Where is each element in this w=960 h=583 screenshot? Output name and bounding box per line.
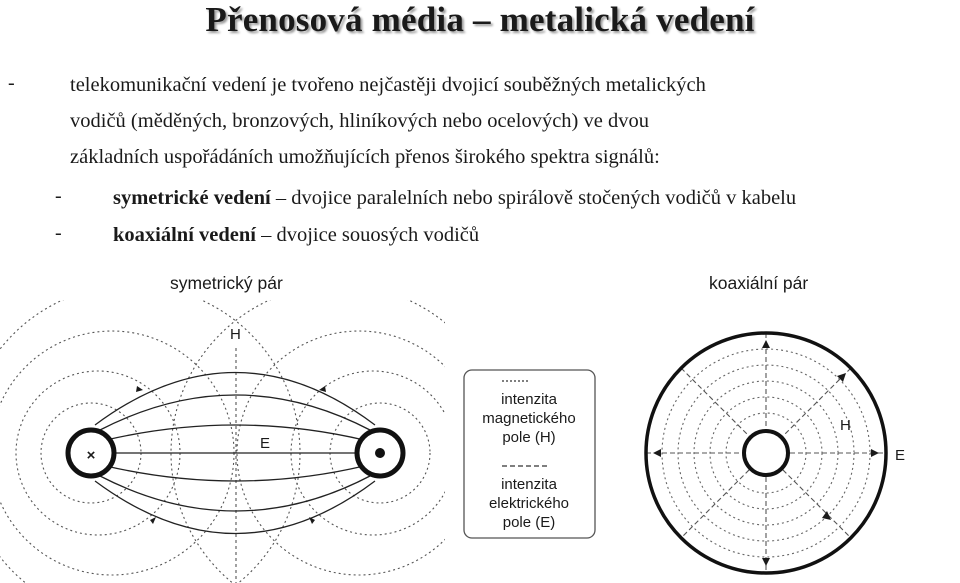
slide-title: Přenosová média – metalická vedení: [205, 0, 755, 39]
sub-item-dash: -: [55, 222, 62, 244]
cross-symbol: ×: [86, 447, 96, 464]
bullet-dash: -: [8, 72, 15, 94]
intro-line-1: telekomunikační vedení je tvořeno nejčastěji dvojicí souběžných metalických: [70, 74, 706, 96]
coaxial-H-label: H: [840, 417, 851, 434]
sub-item-text: – dvojice paralelních nebo spirálově stočených vodičů v kabelu: [270, 187, 797, 209]
coaxial-E-label: E: [895, 447, 906, 464]
symmetric-H-label: H: [230, 326, 241, 343]
sub-item-dash: -: [55, 185, 62, 207]
coaxial-pair-label: koaxiální pár: [709, 273, 809, 293]
magnetic-field-lines-left: [0, 285, 300, 583]
sub-item-term: koaxiální vedení: [113, 224, 256, 246]
legend-electric-line-2: elektrického: [488, 495, 570, 512]
intro-line-3: základních uspořádáních umožňujících přenos širokého spektra signálů:: [70, 146, 660, 168]
inner-conductor: [744, 431, 788, 475]
legend-magnetic-line-3: pole (H): [502, 429, 556, 446]
symmetric-E-label: E: [260, 435, 271, 452]
sub-item-term: symetrické vedení: [113, 187, 271, 209]
sub-item-text: – dvojice souosých vodičů: [255, 224, 480, 246]
intro-line-2: vodičů (měděných, bronzových, hliníkových nebo ocelových) ve dvou: [70, 110, 649, 132]
symmetric-pair-label: symetrický pár: [170, 273, 283, 293]
legend-box: [464, 370, 595, 538]
legend-magnetic-line-2: magnetického: [482, 410, 576, 427]
coaxial-pair-diagram: [646, 333, 886, 573]
magnetic-field-lines-right: [171, 285, 507, 583]
electric-field-lines: [95, 373, 375, 534]
dot-symbol: [375, 448, 385, 458]
symmetric-pair-diagram: [0, 285, 507, 583]
legend-electric-line-3: pole (E): [502, 514, 556, 531]
legend-magnetic-line-1: intenzita: [501, 391, 557, 408]
legend-electric-line-1: intenzita: [501, 476, 557, 493]
